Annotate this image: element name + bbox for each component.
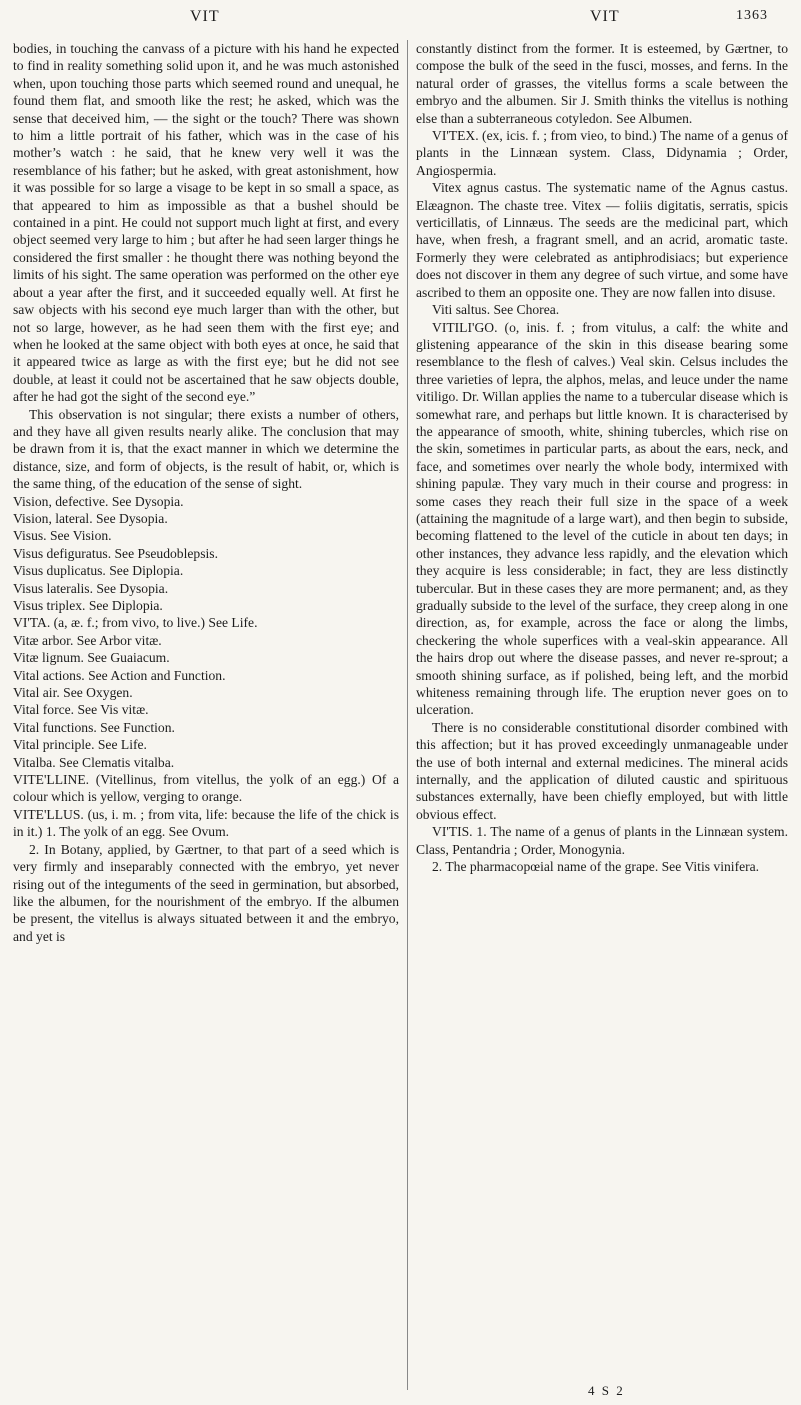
entry-vitex-agnus-castus: Vitex agnus castus. The systematic name of the Agnus castus. Elæagnon. The chaste tree. Vitex — foliis digitatis, serratis, spicis verticillatis, of Linnæus. The seeds are the medicinal part, which have, when fresh, a fragrant smell, and an acrid, aromatic taste. Formerly they were celebrated as antiphrodisiacs; but experience does not discover in them any degree of such virtue, and some have ascribed to them an opposite one. They are now fallen into disuse. [416, 180, 788, 300]
entry-viteline: VITE'LLINE. (Vitellinus, from vitellus, the yolk of an egg.) Of a colour which is yellow, verging to orange. [13, 772, 399, 805]
entry-vitis: VI'TIS. 1. The name of a genus of plants in the Linnæan system. Class, Pentandria ; Order, Monogynia. [416, 824, 788, 857]
entry-viti-saltus: Viti saltus. See Chorea. [432, 302, 560, 318]
entry-vision-lateral: Vision, lateral. See Dysopia. [13, 510, 168, 526]
signature-mark: 4 S 2 [588, 1383, 625, 1398]
entry-vitiligo: VITILI'GO. (o, inis. f. ; from vitulus, a calf: the white and glistening appearance of the skin in this disease bearing some resemblance to the flesh of calves.) Veal skin. Celsus includes the three varieties of lepra, the alphos, melas, and leuce under the name vitiligo. Dr. Willan applies the name to a tubercular disease which is somewhat rare, and perhaps but little known. It is characterised by the appearance of smooth, white, shining tubercles, which rise on the skin, sometimes in particular parts, as about the ears, neck, and face, and sometimes over nearly the whole body, intermixed with shining papulæ. They vary much in their course and progress: in some cases they reach their full size in the space of a week (attaining the magnitude of a large wart), and then begin to subside, becoming flattened to the level of the cuticle in about ten days; in other instances, they advance less rapidly, and the elevation which they acquire is less considerable; in fact, they are less distinctly tubercular. But in these cases they are more permanent; and, as they gradually subside to the level of the surface, they creep along in one direction, as, for example, across the face or along the limbs, checkering the whole superfices with a veal-skin appearance. All the hairs drop out where the disease passes, and never re-sprout; a smooth shining surface, as if polished, being left, and the morbid whiteness remaining through life. The eruption never goes on to ulceration. [416, 319, 788, 718]
entry-vitalba: Vitalba. See Clematis vitalba. [13, 754, 175, 770]
page-number: 1363 [736, 8, 768, 23]
entry-visus-lateralis: Visus lateralis. See Dysopia. [13, 580, 169, 596]
entry-vitae-arbor: Vitæ arbor. See Arbor vitæ. [13, 632, 162, 648]
entry-vital-air: Vital air. See Oxygen. [13, 685, 133, 701]
right-column [416, 40, 788, 876]
paragraph: bodies, in touching the canvass of a picture with his hand he expected to find in reality something solid upon it, and he was much astonished when, upon touching those parts which seemed round and unequal, he found them flat, and smooth like the rest; he asked, which was the sense that deceived him, — the sight or the touch? There was shown to him a little portrait of his father, which was in the case of his mother’s watch : he said, that he knew very well it was the resemblance of his father; but he asked, with great astonishment, how it was possible for so large a visage to be kept in so small a space, as that appeared to him as impossible as that a bushel should be contained in a pint. He could not support much light at first, and every object seemed very large to him ; but after he had seen larger things he considered the first smaller : he thought there was nothing beyond the limits of his sight. The same operation was performed on the other eye about a year after the first, and it succeeded equally well. At first he saw objects with his second eye much larger than with the other, but not so large, however, as he had seen them with the first eye; and when he looked at the same object with both eyes at once, he said that it appeared twice as large as with the first eye; but he did not see double, at least it could not be ascertained that he saw objects double, after he had got the sight of the second eye.” [13, 41, 399, 405]
running-header-right: VIT [590, 8, 620, 25]
entry-vitis-grape: 2. The pharmacopœial name of the grape. See Vitis vinifera. [432, 859, 760, 875]
entry-vita: VI'TA. (a, æ. f.; from vivo, to live.) See Life. [13, 615, 258, 631]
entry-vital-functions: Vital functions. See Function. [13, 719, 175, 735]
entry-visus-duplicatus: Visus duplicatus. See Diplopia. [13, 563, 184, 579]
entry-visus-triplex: Visus triplex. See Diplopia. [13, 598, 163, 613]
entry-visus-defiguratus: Visus defiguratus. See Pseudoblepsis. [13, 545, 218, 561]
column-divider [407, 40, 408, 1390]
entry-vitex: VI'TEX. (ex, icis. f. ; from vieo, to bind.) The name of a genus of plants in the Linnæan system. Class, Didynamia ; Order, Angiospermia. [416, 128, 788, 178]
entry-vision-defective: Vision, defective. See Dysopia. [13, 493, 184, 509]
entry-vitae-lignum: Vitæ lignum. See Guaiacum. [13, 650, 170, 666]
entry-vital-actions: Vital actions. See Action and Function. [13, 667, 226, 683]
left-column [13, 40, 399, 945]
running-header-left: VIT [190, 8, 220, 25]
entry-vital-force: Vital force. See Vis vitæ. [13, 702, 149, 718]
paragraph: This observation is not singular; there exists a number of others, and they have all given results nearly alike. The conclusion that may be drawn from it is, that the exact manner in which we determine the distance, size, and form of objects, is the result of habit, or, which is the same thing, of the education of the sense of sight. [13, 406, 399, 492]
entry-visus: Visus. See Vision. [13, 528, 112, 544]
paragraph: constantly distinct from the former. It is esteemed, by Gærtner, to compose the bulk of the seed in the fusci, mosses, and ferns. In the natural order of grasses, the vitellus forms a scale between the embryo and the albumen. Sir J. Smith thinks the vitellus is nothing else than a subterraneous cotyledon. See Albumen. [416, 41, 788, 126]
entry-vitellus-botany: 2. In Botany, applied, by Gærtner, to that part of a seed which is very firmly and inseparably connected with the embryo, yet never rising out of the integuments of the seed in germination, but absorbed, like the albumen, for the nourishment of the embryo. If the albumen be present, the vitellus is always situated between it and the embryo, and yet is [13, 841, 399, 944]
entry-vital-principle: Vital principle. See Life. [13, 737, 147, 753]
paragraph: There is no considerable constitutional disorder combined with this affection; but it has proved exceedingly unmanageable under the use of both internal and external medicines. The mineral acids internally, and the application of diluted caustic and spirituous substances externally, have been chiefly employed, but with little obvious effect. [416, 719, 788, 822]
entry-vitellus: VITE'LLUS. (us, i. m. ; from vita, life: because the life of the chick is in it.) 1. The yolk of an egg. See Ovum. [13, 806, 399, 840]
